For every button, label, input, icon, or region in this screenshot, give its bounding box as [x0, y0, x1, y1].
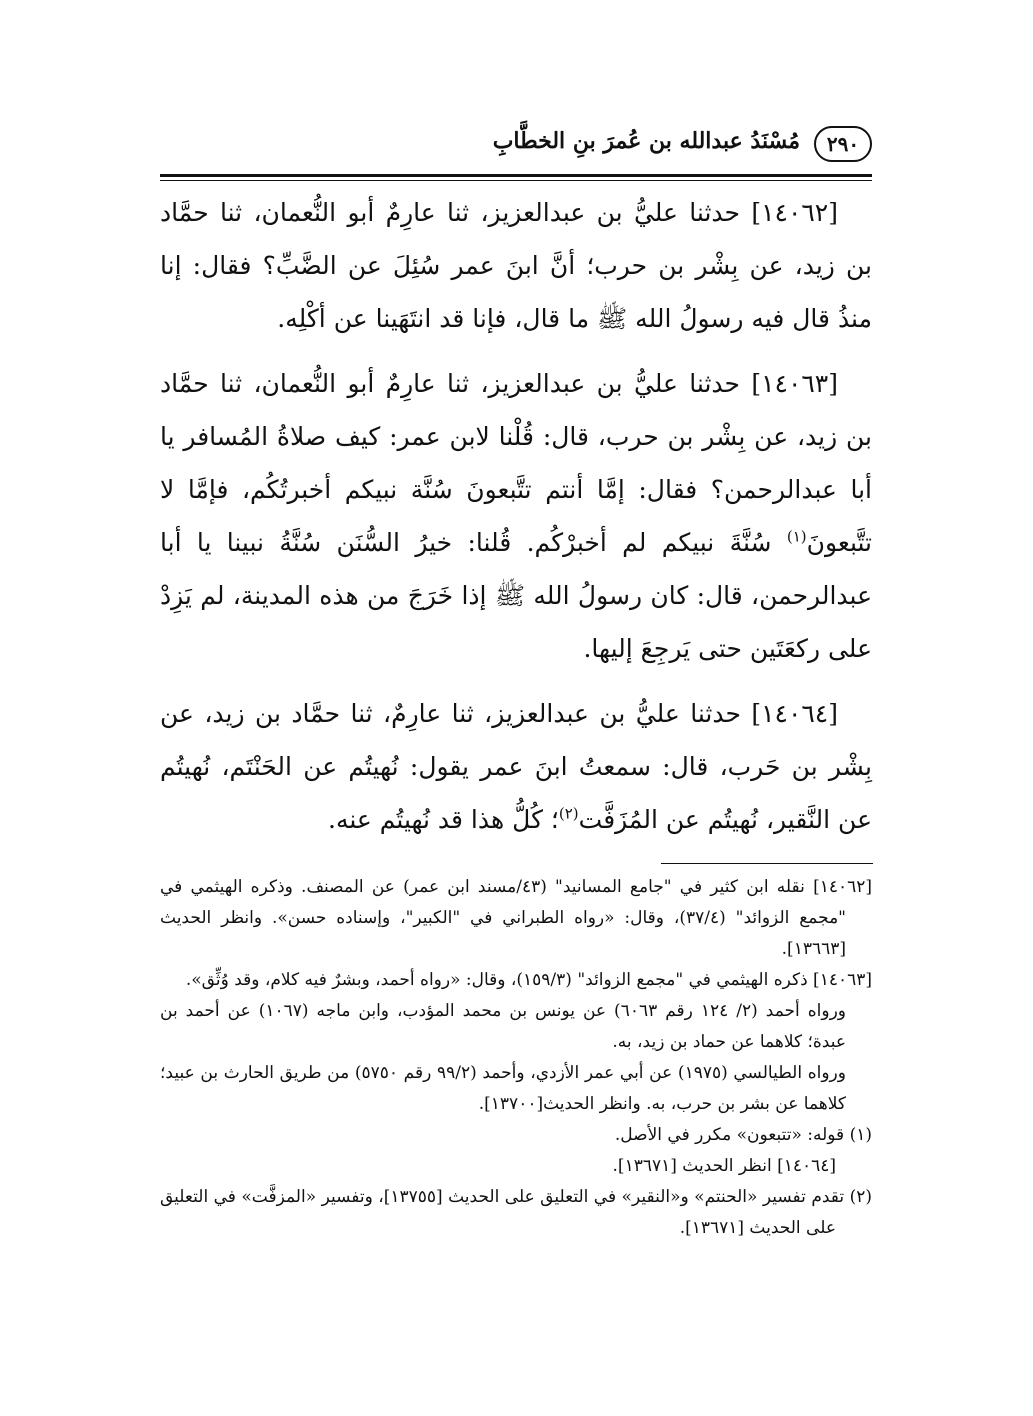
- footnote: [١٤٠٦٢] نقله ابن كثير في "جامع المسانيد" (٤٣/مسند ابن عمر) عن المصنف. وذكره الهيثمي في "مجمع الزوائد" (٣٧/٤)، وقال: «رواه الطبراني في "الكبير"، وإسناده حسن». وانظر الحديث [١٣٦٦٣].: [160, 877, 872, 959]
- hadith-paragraph: [160, 186, 872, 345]
- running-title: مُسْنَدُ عبدالله بن عُمرَ بنِ الخطَّابِ: [492, 128, 800, 154]
- footnote-marked: (١) قوله: «تتبعون» مكرر في الأصل.: [614, 1125, 872, 1145]
- page-number: ٢٩٠: [814, 126, 872, 162]
- footnote-marked: (٢) تقدم تفسير «الحنتم» و«النقير» في التعليق على الحديث [١٣٧٥٥]، وتفسير «المزفَّت» في التعليق على الحديث [١٣٦٧١].: [160, 1187, 872, 1238]
- footnote-separator: [661, 863, 873, 864]
- hadith-text: سُنَّةَ نبيكم لم أخبرْكُم. قُلنا: خيرُ السُّنَن سُنَّةُ نبينا يا أبا عبدالرحمن، قال: كان رسولُ الله ﷺ إذا خَرَجَ من هذه المدينة، لم يَزِدْ على ركعَتَين حتى يَرجِعَ إليها.: [160, 528, 872, 663]
- hadith-paragraph: [160, 357, 872, 675]
- footnote-reference: (١): [786, 527, 807, 546]
- header-rule-thick: [160, 174, 872, 177]
- footnote-continuation: ورواه أحمد (٢/ ١٢٤ رقم ٦٠٦٣) عن يونس بن محمد المؤدب، وابن ماجه (١٠٦٧) عن أحمد بن عبدة؛ كلاهما عن حماد بن زيد، به.: [160, 1001, 846, 1052]
- footnote: [١٤٠٦٣] ذكره الهيثمي في "مجمع الزوائد" (١٥٩/٣)، وقال: «رواه أحمد، وبشرٌ فيه كلام، وقد وُثِّق».: [185, 970, 872, 990]
- hadith-text: [١٤٠٦٢] حدثنا عليُّ بن عبدالعزيز، ثنا عارِمٌ أبو النُّعمان، ثنا حمَّاد بن زيد، عن بِشْر بن حرب؛ أنَّ ابنَ عمر سُئِلَ عن الضَّبِّ؟ فقال: إنا منذُ قال فيه رسولُ الله ﷺ ما قال، فإنا قد انتَهَينا عن أكْلِه.: [160, 198, 872, 333]
- hadith-text: ؛ كُلُّ هذا قد نُهيتُم عنه.: [328, 805, 559, 834]
- hadith-text: [١٤٠٦٤] حدثنا عليُّ بن عبدالعزيز، ثنا عارِمٌ، ثنا حمَّاد بن زيد، عن بِشْر بن حَرب، قال: سمعتُ ابنَ عمر يقول: نُهيتُم عن الحَنْتَم، نُهيتُم عن النَّقير، نُهيتُم عن المُزَفَّت: [160, 699, 872, 834]
- main-text: [160, 186, 872, 858]
- footnote: [١٤٠٦٤] انظر الحديث [١٣٦٧١].: [612, 1156, 836, 1176]
- footnote-reference: (٢): [558, 804, 579, 823]
- header-rule-thin: [160, 180, 872, 181]
- page-header: [160, 118, 872, 174]
- hadith-paragraph: [160, 687, 872, 846]
- footnote-continuation: ورواه الطيالسي (١٩٧٥) عن أبي عمر الأزدي، وأحمد (٩٩/٢ رقم ٥٧٥٠) من طريق الحارث بن عبيد؛ كلاهما عن بشر بن حرب، به. وانظر الحديث[١٣٧٠٠].: [160, 1063, 846, 1114]
- footnotes: [160, 872, 872, 1244]
- hadith-text: [١٤٠٦٣] حدثنا عليُّ بن عبدالعزيز، ثنا عارِمٌ أبو النُّعمان، ثنا حمَّاد بن زيد، عن بِشْر بن حرب، قال: قُلْنا لابن عمر: كيف صلاةُ المُسافر يا أبا عبدالرحمن؟ فقال: إمَّا أنتم تتَّبعونَ سُنَّة نبيكم أخبرتُكُم، فإمَّا لا تتَّبعونَ: [160, 369, 872, 557]
